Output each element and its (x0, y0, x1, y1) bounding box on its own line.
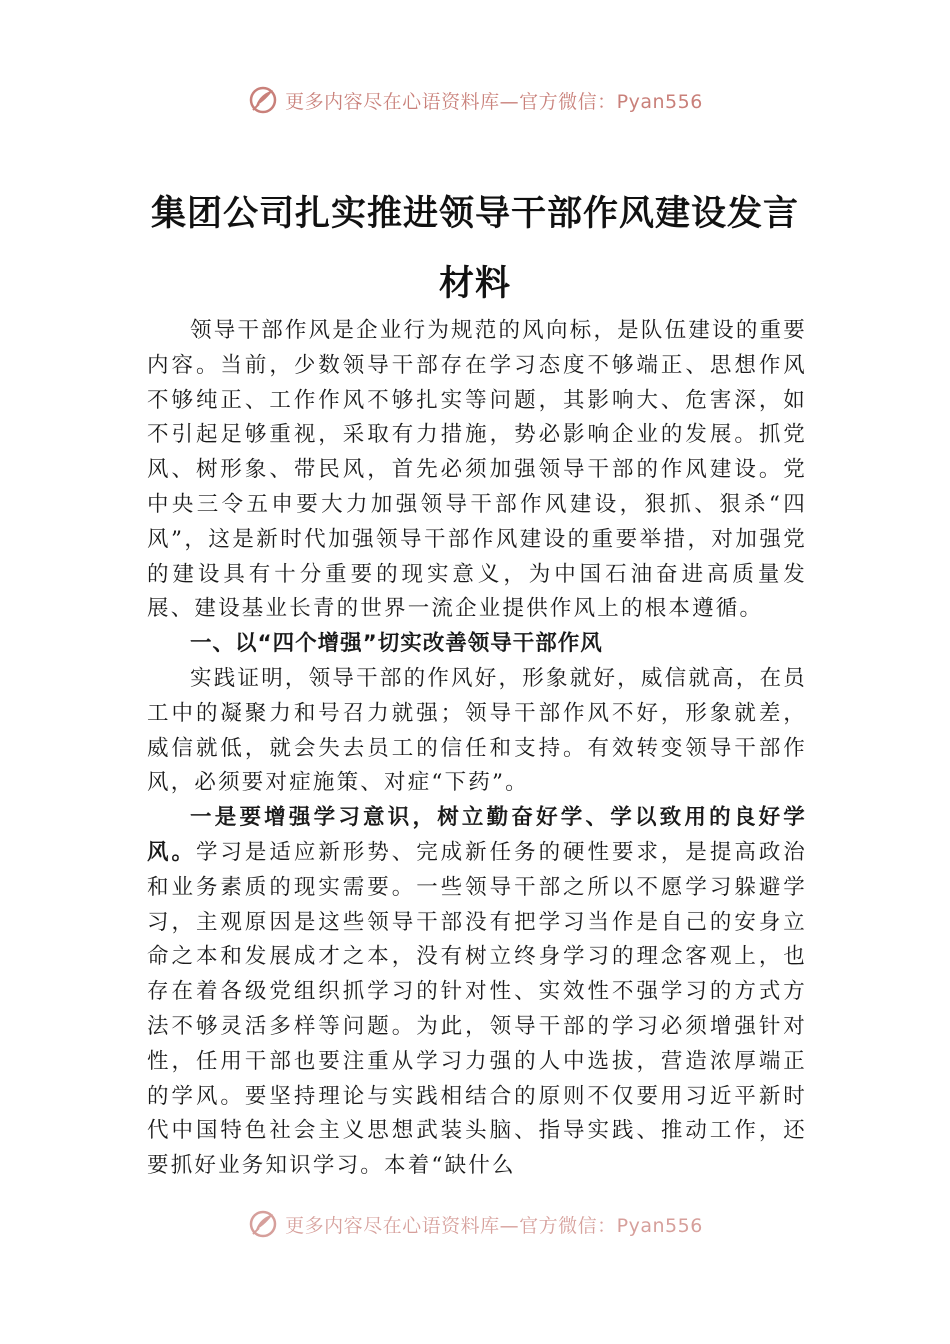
section-heading-1: 一、以“四个增强”切实改善领导干部作风 (190, 631, 603, 657)
watermark-text: 更多内容尽在心语资料库—官方微信：Pyan556 (285, 1214, 703, 1237)
document-title-line2: 材料 (438, 264, 511, 304)
watermark-logo-icon (247, 84, 279, 116)
document-body (147, 314, 807, 1184)
watermark-logo-icon (247, 1208, 279, 1240)
paragraph-practice: 实践证明，领导干部的作风好，形象就好，威信就高，在员工中的凝聚力和号召力就强；领导干部作风不好，形象就差，威信就低，就会失去员工的信任和支持。有效转变领导干部作风，必须要对症施策、对症“下药”。 (147, 665, 807, 796)
paragraph-intro: 领导干部作风是企业行为规范的风向标，是队伍建设的重要内容。当前，少数领导干部存在学习态度不够端正、思想作风不够纯正、工作作风不够扎实等问题，其影响大、危害深，如不引起足够重视，采取有力措施，势必影响企业的发展。抓党风、树形象、带民风，首先必须加强领导干部的作风建设。党中央三令五申要大力加强领导干部作风建设，狠抓、狠杀“四风”，这是新时代加强领导干部作风建设的重要举措，对加强党的建设具有十分重要的现实意义，为中国石油奋进高质量发展、建设基业长青的世界一流企业提供作风上的根本遵循。 (147, 318, 807, 622)
watermark-footer (0, 1208, 950, 1240)
paragraph-study-lead: 一是要增强学习意识，树立勤奋好学、学以致用的良好学风。 (147, 805, 807, 865)
paragraph-study (147, 801, 807, 1184)
watermark-text: 更多内容尽在心语资料库—官方微信：Pyan556 (285, 90, 703, 113)
document-title-line1: 集团公司扎实推进领导干部作风建设发言 (150, 194, 799, 234)
watermark-header (0, 84, 950, 116)
paragraph-study-body: 学习是适应新形势、完成新任务的硬性要求，是提高政治和业务素质的现实需要。一些领导干部之所以不愿学习躲避学习，主观原因是这些领导干部没有把学习当作是自己的安身立命之本和发展成才之本，没有树立终身学习的理念客观上，也存在着各级党组织抓学习的针对性、实效性不强学习的方式方法不够灵活多样等问题。为此，领导干部的学习必须增强针对性，任用干部也要注重从学习力强的人中选拔，营造浓厚端正的学风。要坚持理论与实践相结合的原则不仅要用习近平新时代中国特色社会主义思想武装头脑、指导实践、推动工作，还要抓好业务知识学习。本着“缺什么 (147, 839, 807, 1179)
